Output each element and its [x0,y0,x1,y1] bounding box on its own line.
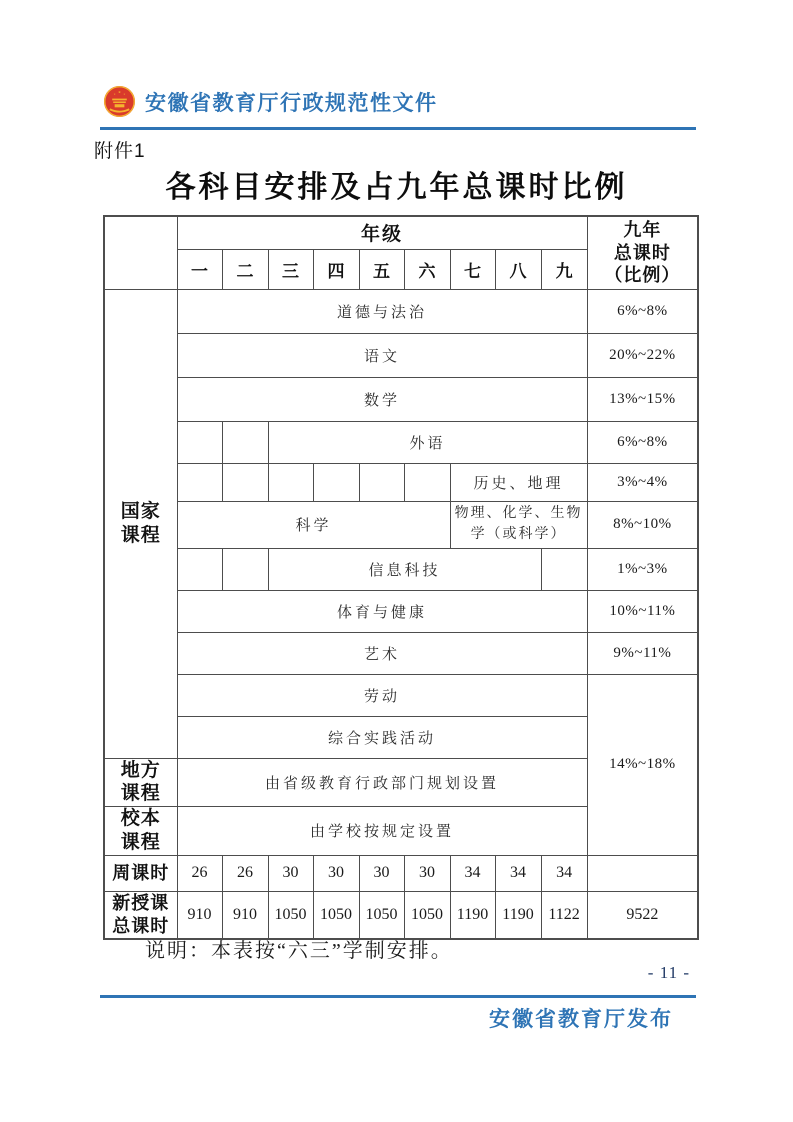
label-line: 课程 [120,524,161,546]
empty-grade-cell [177,463,222,501]
empty-grade-cell [268,463,313,501]
ratio-cell-moral: 6%~8% [587,289,698,333]
table-row [104,216,698,249]
label-line: 新授课 [112,893,170,914]
new-total-hours-cell: 910 [222,891,268,939]
table-row [104,501,698,548]
weekly-hours-cell: 30 [404,855,450,891]
weekly-hours-cell: 34 [450,855,495,891]
org-banner-text: 安徽省教育厅行政规范性文件 [145,91,438,115]
table-row [104,632,698,674]
footer-divider [100,995,696,998]
subject-cell-info-tech: 信息科技 [268,548,541,590]
weekly-hours-cell: 30 [359,855,404,891]
header-banner [103,85,438,118]
empty-grade-cell [359,463,404,501]
grade-col-3: 三 [268,249,313,289]
table-row [104,289,698,333]
label-line: 总课时 [112,915,170,936]
new-total-hours-cell: 1050 [404,891,450,939]
national-emblem-icon [103,85,136,118]
grade-col-6: 六 [404,249,450,289]
empty-grade-cell [222,463,268,501]
grade-col-8: 八 [495,249,541,289]
local-curriculum-label [104,758,177,807]
grade-col-5: 五 [359,249,404,289]
table-row [104,590,698,632]
new-total-hours-cell: 1050 [313,891,359,939]
nine-year-total-cell: 9522 [587,891,698,939]
label-line: 课程 [120,831,161,853]
new-total-hours-cell: 1050 [359,891,404,939]
new-course-total-label [104,891,177,939]
subject-cell-labor: 劳动 [177,674,587,716]
subject-cell-science: 科学 [177,501,450,548]
weekly-hours-cell: 30 [268,855,313,891]
ratio-cell-arts: 9%~11% [587,632,698,674]
table-note: 说明：本表按“六三”学制安排。 [145,940,453,962]
curriculum-table [103,215,699,940]
new-total-hours-cell: 910 [177,891,222,939]
subject-cell-arts: 艺术 [177,632,587,674]
subject-cell-integrated-practice: 综合实践活动 [177,716,587,758]
new-total-hours-cell: 1190 [450,891,495,939]
school-curriculum-label [104,807,177,856]
table-row [104,421,698,463]
local-curriculum-desc: 由省级教育行政部门规划设置 [177,758,587,807]
empty-grade-cell [222,421,268,463]
subject-cell-foreign-lang: 外语 [268,421,587,463]
national-curriculum-label [104,289,177,758]
label-line: 地方 [120,759,161,781]
subject-cell-math: 数学 [177,377,587,421]
document-title: 各科目安排及占九年总课时比例 [165,171,628,204]
subject-cell-chinese: 语文 [177,333,587,377]
table-corner-cell [104,216,177,289]
publisher-text: 安徽省教育厅发布 [489,1008,673,1031]
label-line: 国家 [120,500,161,522]
grade-col-9: 九 [541,249,587,289]
weekly-hours-cell: 34 [541,855,587,891]
new-total-hours-cell: 1122 [541,891,587,939]
table-row [104,463,698,501]
table-row [104,674,698,716]
grade-group-header: 年级 [177,216,587,249]
grade-col-7: 七 [450,249,495,289]
total-header-line: 总课时 [613,242,671,263]
new-total-hours-cell: 1050 [268,891,313,939]
empty-grade-cell [404,463,450,501]
nine-year-total-header [587,216,698,289]
total-header-line: （比例） [604,265,681,285]
header-divider [100,127,696,130]
label-line: 课程 [120,783,161,805]
weekly-hours-label: 周课时 [104,855,177,891]
ratio-cell-math: 13%~15% [587,377,698,421]
weekly-hours-cell: 26 [222,855,268,891]
weekly-hours-cell: 30 [313,855,359,891]
ratio-cell-chinese: 20%~22% [587,333,698,377]
table-row [104,548,698,590]
grade-col-2: 二 [222,249,268,289]
empty-grade-cell [313,463,359,501]
empty-grade-cell [222,548,268,590]
ratio-cell-history-geography: 3%~4% [587,463,698,501]
total-header-line: 九年 [623,220,662,240]
ratio-cell-combined: 14%~18% [587,674,698,855]
ratio-cell-info-tech: 1%~3% [587,548,698,590]
ratio-cell-pe-health: 10%~11% [587,590,698,632]
empty-grade-cell [177,421,222,463]
subject-cell-pe-health: 体育与健康 [177,590,587,632]
subject-cell-moral: 道德与法治 [177,289,587,333]
ratio-cell-foreign-lang: 6%~8% [587,421,698,463]
label-line: 校本 [120,808,161,829]
table-row [104,855,698,891]
school-curriculum-desc: 由学校按规定设置 [177,807,587,856]
page-number: - 11 - [647,963,690,982]
table-row [104,377,698,421]
table-row [104,891,698,939]
grade-col-1: 一 [177,249,222,289]
empty-grade-cell [177,548,222,590]
grade-col-4: 四 [313,249,359,289]
subject-cell-history-geography: 历史、地理 [450,463,587,501]
weekly-hours-cell: 26 [177,855,222,891]
new-total-hours-cell: 1190 [495,891,541,939]
ratio-cell-science: 8%~10% [587,501,698,548]
table-row [104,333,698,377]
weekly-hours-total-empty-cell [587,855,698,891]
subject-cell-physics-chem-bio: 物理、化学、生物学（或科学） [450,501,587,548]
empty-grade-cell [541,548,587,590]
attachment-label: 附件1 [94,141,146,162]
weekly-hours-cell: 34 [495,855,541,891]
